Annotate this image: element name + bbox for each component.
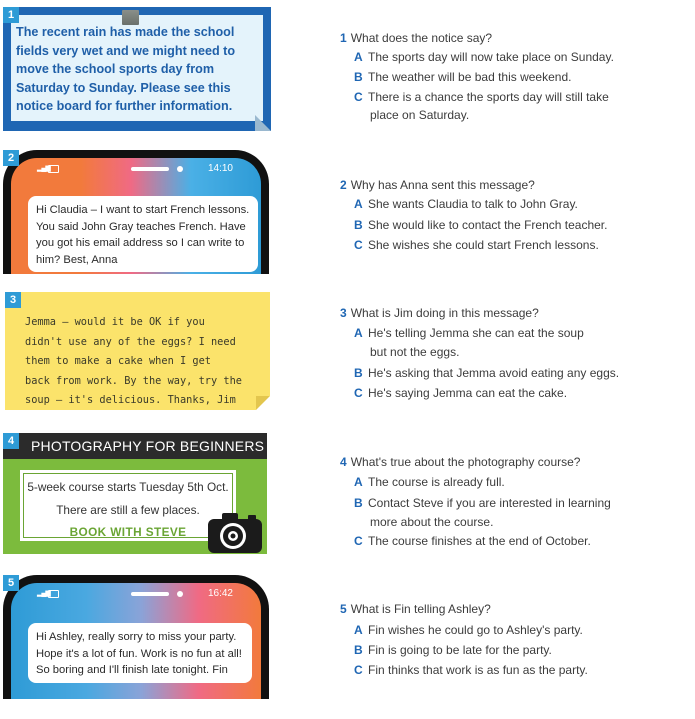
message-bubble: Hi Claudia – I want to start French lessons. You said John Gray teaches French. Have you got his email address so I can write to him? Best, Anna <box>28 196 258 272</box>
option-2c[interactable] <box>354 236 599 254</box>
option-letter: A <box>354 326 363 340</box>
note-line: back from work. By the way, try the <box>25 374 242 387</box>
note-line: Jemma – would it be OK if you <box>25 316 205 328</box>
battery-icon <box>48 165 59 173</box>
notch-pill <box>131 167 169 171</box>
option-letter: B <box>354 70 363 84</box>
battery-icon <box>48 590 59 598</box>
option-text: Fin thinks that work is as fun as the party. <box>368 663 588 677</box>
option-1b[interactable] <box>354 68 571 86</box>
option-5a[interactable] <box>354 621 583 639</box>
question-text: What's true about the photography course? <box>350 455 581 469</box>
note-text <box>25 313 270 411</box>
phone-message-anna <box>3 150 269 274</box>
option-5b[interactable] <box>354 641 552 659</box>
question-5 <box>340 602 491 616</box>
option-4b-continued: more about the course. <box>370 515 494 529</box>
camera-icon <box>206 509 264 555</box>
option-text: He's saying Jemma can eat the cake. <box>368 386 568 400</box>
item-number-1: 1 <box>3 7 19 23</box>
option-text: Fin wishes he could go to Ashley's party. <box>368 623 583 637</box>
option-3b[interactable] <box>354 364 619 382</box>
option-1a[interactable] <box>354 48 614 66</box>
item-number-5: 5 <box>3 575 19 591</box>
note-line: soup – it's delicious. Thanks, Jim <box>25 394 236 407</box>
status-bar <box>11 158 261 180</box>
phone-screen <box>11 158 261 274</box>
camera-dot-icon <box>177 166 183 172</box>
option-text: She would like to contact the French teacher. <box>368 218 608 232</box>
question-2 <box>340 178 535 192</box>
notice-board <box>3 7 271 131</box>
option-letter: A <box>354 623 363 637</box>
message-bubble: Hi Ashley, really sorry to miss your party. Hope it's a lot of fun. Work is no fun at all! So boring and I'll finish late tonight. Fin <box>28 623 252 683</box>
option-letter: A <box>354 475 363 489</box>
option-letter: C <box>354 534 363 548</box>
option-text: The course finishes at the end of October. <box>368 534 591 548</box>
camera-dot-icon <box>177 591 183 597</box>
phone-message-fin <box>3 575 269 699</box>
note-line: them to make a cake when I get <box>25 355 211 368</box>
option-text: The course is already full. <box>368 475 505 489</box>
option-3a-continued: but not the eggs. <box>370 345 460 359</box>
option-text: Fin is going to be late for the party. <box>368 643 552 657</box>
status-time: 16:42 <box>207 588 233 599</box>
status-time: 14:10 <box>207 163 233 174</box>
note-line: didn't use any of the eggs? I need <box>25 335 236 348</box>
question-text: What is Fin telling Ashley? <box>350 602 491 616</box>
option-5c[interactable] <box>354 661 588 679</box>
ad-header: PHOTOGRAPHY FOR BEGINNERS <box>3 433 267 459</box>
item-number-4: 4 <box>3 433 19 449</box>
option-1c[interactable] <box>354 88 609 106</box>
option-letter: B <box>354 366 363 380</box>
option-letter: C <box>354 386 363 400</box>
option-3c[interactable] <box>354 384 567 402</box>
option-letter: B <box>354 218 363 232</box>
option-text: The weather will be bad this weekend. <box>368 70 572 84</box>
option-2b[interactable] <box>354 216 607 234</box>
question-number: 1 <box>340 31 347 45</box>
option-letter: C <box>354 663 363 677</box>
status-bar <box>11 583 261 605</box>
option-letter: B <box>354 643 363 657</box>
photography-ad <box>3 433 267 554</box>
option-4a[interactable] <box>354 473 505 491</box>
note-corner-fold <box>256 396 270 410</box>
option-text: He's telling Jemma she can eat the soup <box>368 326 584 340</box>
ad-box <box>20 470 236 541</box>
option-letter: A <box>354 50 363 64</box>
question-4 <box>340 455 580 469</box>
phone-screen <box>11 583 261 699</box>
question-text: What does the notice say? <box>350 31 493 45</box>
question-1 <box>340 31 492 45</box>
ad-line-2: There are still a few places. <box>56 503 200 517</box>
question-number: 2 <box>340 178 347 192</box>
item-number-2: 2 <box>3 150 19 166</box>
option-letter: C <box>354 238 363 252</box>
option-2a[interactable] <box>354 195 578 213</box>
option-letter: B <box>354 496 363 510</box>
question-3 <box>340 306 539 320</box>
option-letter: A <box>354 197 363 211</box>
option-text: Contact Steve if you are interested in learning <box>368 496 611 510</box>
ad-line-1: 5-week course starts Tuesday 5th Oct. <box>27 480 229 494</box>
notice-text: The recent rain has made the school fields very wet and we might need to move the school sports day from Saturday to Sunday. Please see this notice board for further information. <box>16 25 236 113</box>
option-text: He's asking that Jemma avoid eating any eggs. <box>368 366 620 380</box>
signal-icon: ▂▄▆ <box>37 165 50 172</box>
notice-corner-fold <box>255 115 271 131</box>
option-3a[interactable] <box>354 324 584 342</box>
option-4b[interactable] <box>354 494 611 512</box>
option-text: She wants Claudia to talk to John Gray. <box>368 197 578 211</box>
question-number: 3 <box>340 306 347 320</box>
question-text: Why has Anna sent this message? <box>350 178 535 192</box>
notch-pill <box>131 592 169 596</box>
option-text: The sports day will now take place on Sunday. <box>368 50 614 64</box>
option-text: There is a chance the sports day will still take <box>368 90 609 104</box>
question-number: 5 <box>340 602 347 616</box>
question-number: 4 <box>340 455 347 469</box>
signal-icon: ▂▄▆ <box>37 590 50 597</box>
option-text: She wishes she could start French lessons. <box>368 238 599 252</box>
ad-line-3: BOOK WITH STEVE <box>69 525 187 539</box>
option-1c-continued: place on Saturday. <box>370 108 470 122</box>
option-4c[interactable] <box>354 532 591 550</box>
option-letter: C <box>354 90 363 104</box>
question-text: What is Jim doing in this message? <box>350 306 539 320</box>
item-number-3: 3 <box>5 292 21 308</box>
sticky-note <box>5 292 270 410</box>
